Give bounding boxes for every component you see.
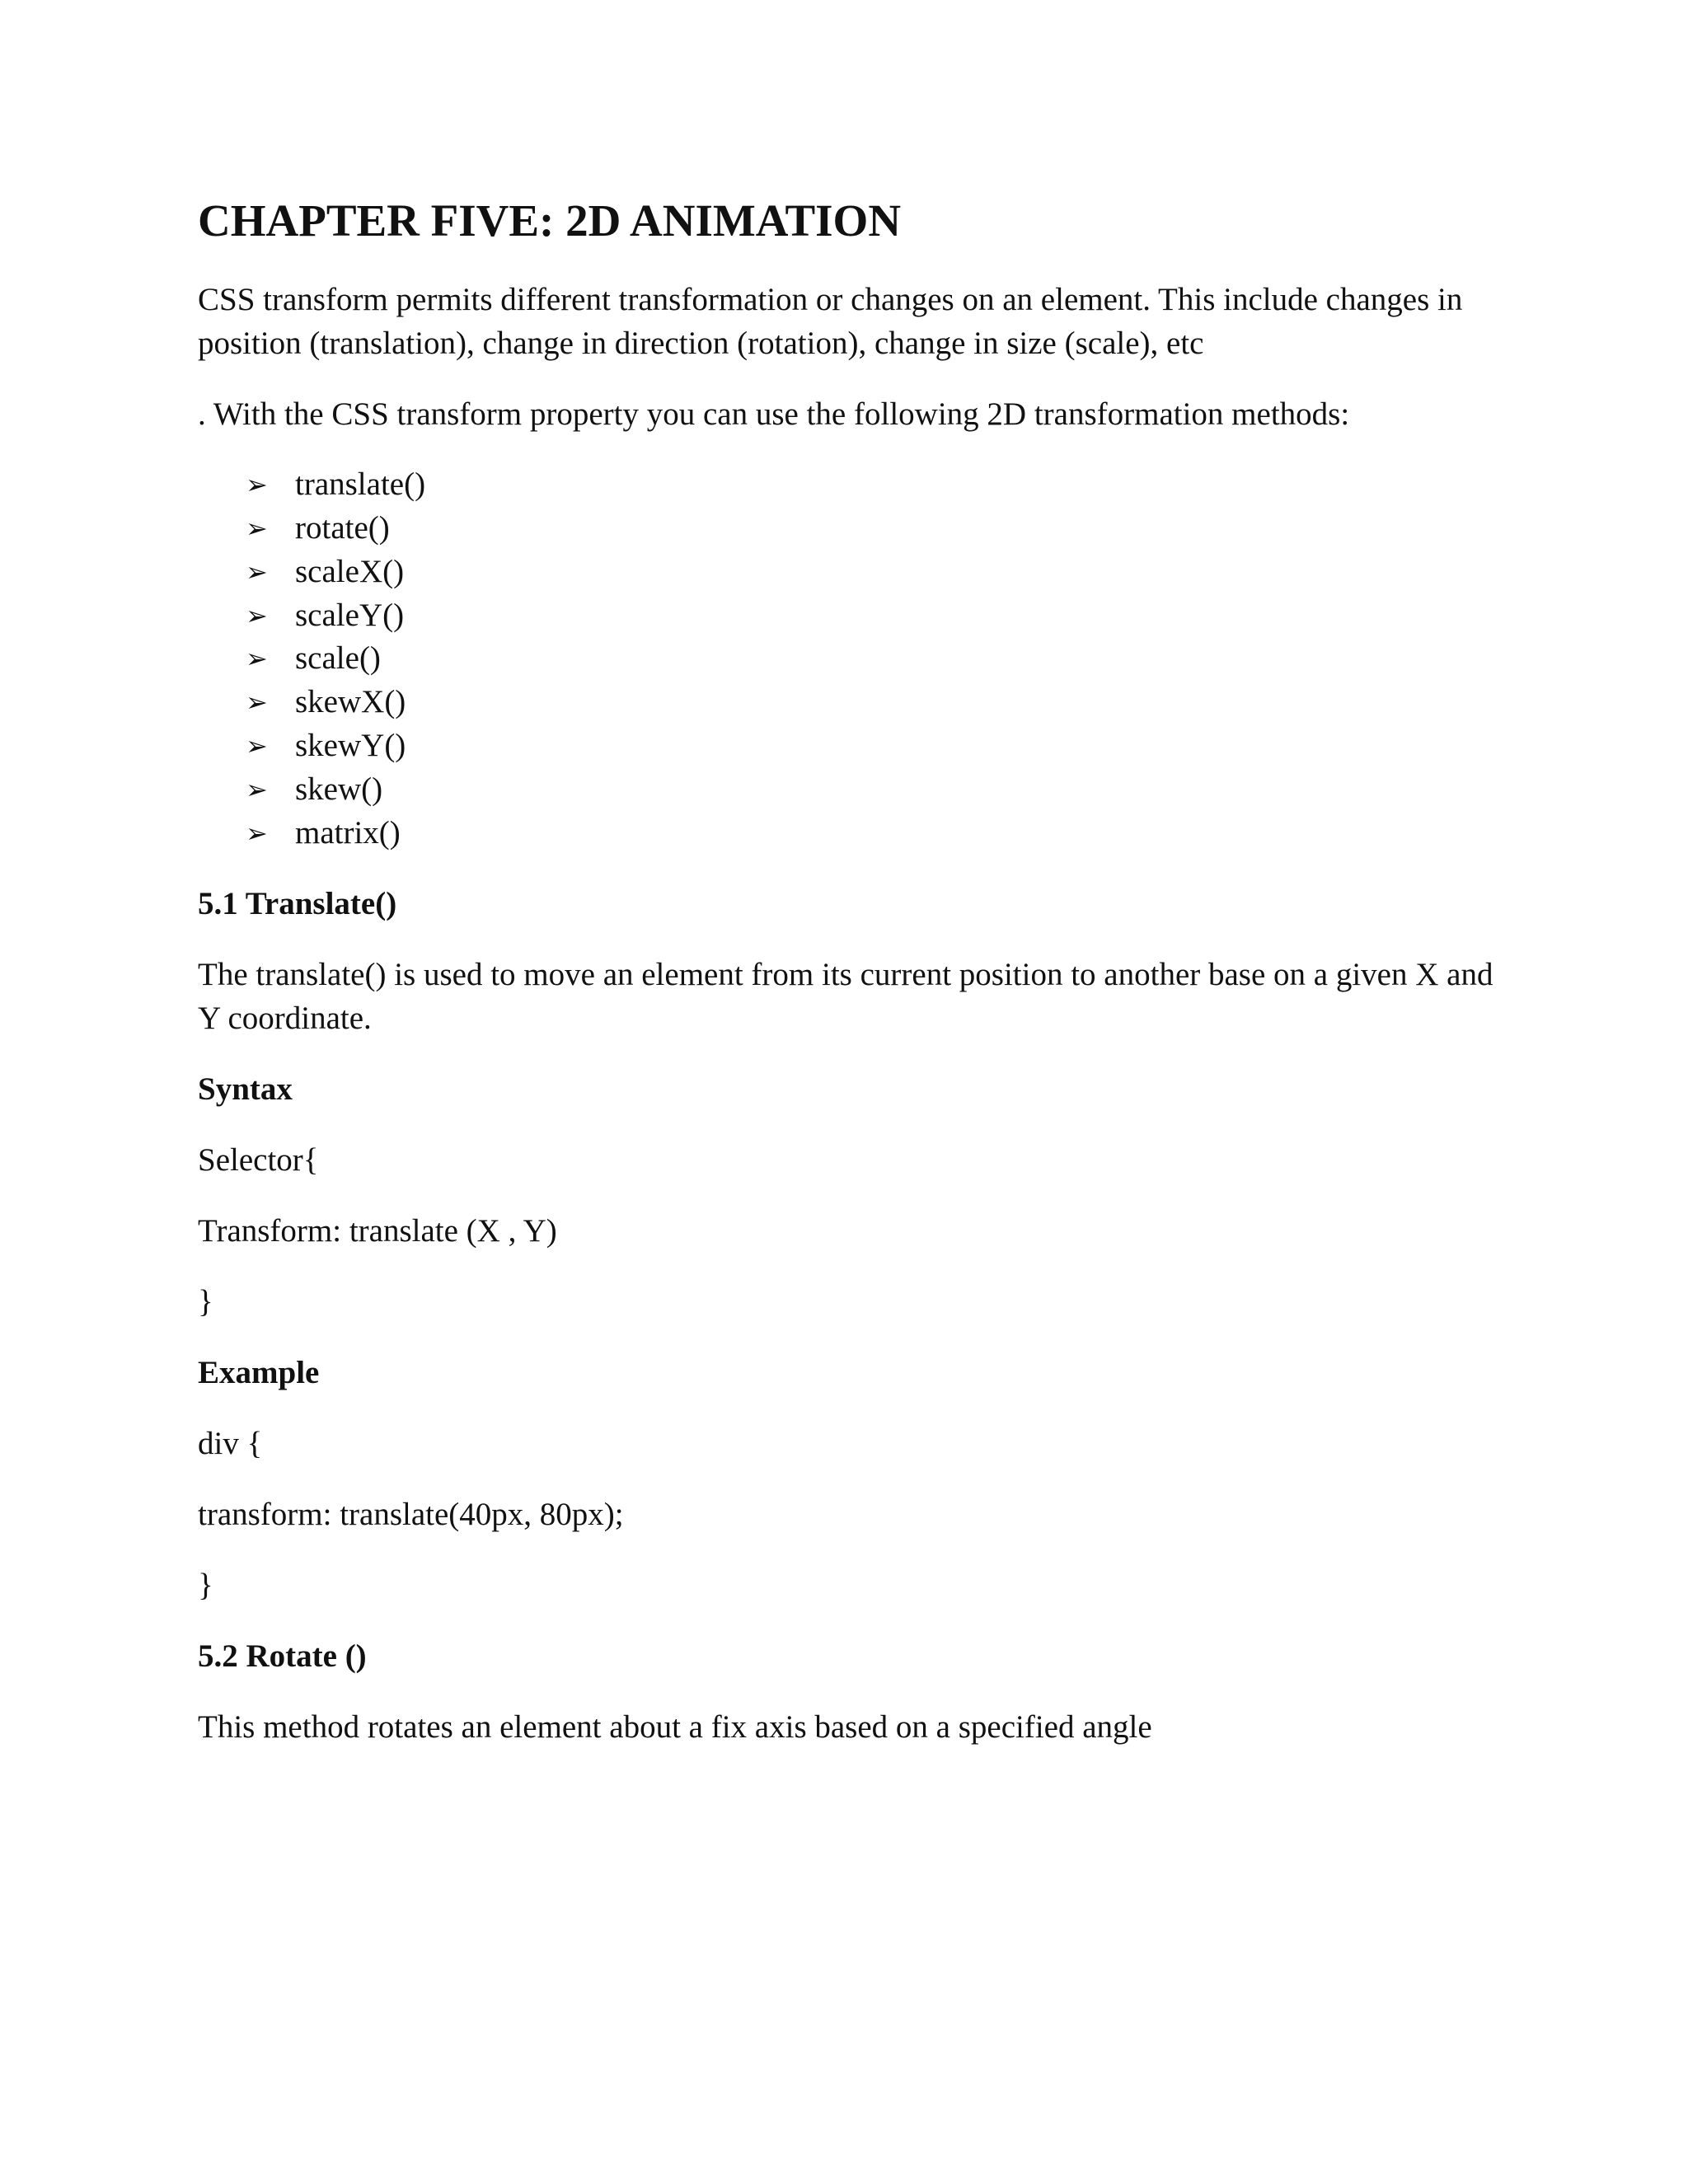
document-page: [198, 194, 1500, 1776]
list-item-text: translate(): [295, 466, 426, 503]
list-item-text: skewX(): [295, 684, 406, 720]
arrowhead-bullet-icon: ➢: [246, 599, 268, 631]
intro-paragraph: CSS transform permits different transformation or changes on an element. This include changes in position (translation), change in direction (rotation), change in size (scale), etc: [198, 282, 1463, 362]
translate-description: The translate() is used to move an element from its current position to another base on a given X and Y coordinate.: [198, 957, 1493, 1037]
list-item-text: matrix(): [295, 814, 401, 851]
arrowhead-bullet-icon: ➢: [246, 817, 268, 849]
list-item-text: scaleX(): [295, 553, 405, 589]
example-line: }: [198, 1568, 213, 1604]
list-item: [246, 507, 1500, 551]
section-heading-rotate: 5.2 Rotate (): [198, 1638, 367, 1675]
list-item-text: skew(): [295, 771, 383, 807]
methods-list: [198, 463, 1500, 855]
list-item: [246, 681, 1500, 724]
syntax-line: Transform: translate (X , Y): [198, 1213, 557, 1249]
list-item-text: rotate(): [295, 510, 390, 546]
arrowhead-bullet-icon: ➢: [246, 773, 268, 805]
arrowhead-bullet-icon: ➢: [246, 643, 268, 675]
list-item-text: scaleY(): [295, 597, 405, 633]
chapter-title: CHAPTER FIVE: 2D ANIMATION: [198, 195, 902, 246]
list-item: [246, 724, 1500, 768]
list-item: [246, 768, 1500, 812]
list-item: [246, 594, 1500, 638]
list-item-text: scale(): [295, 640, 381, 677]
methods-intro-paragraph: . With the CSS transform property you can use the following 2D transformation methods:: [198, 396, 1350, 433]
list-item: [246, 463, 1500, 507]
arrowhead-bullet-icon: ➢: [246, 513, 268, 545]
arrowhead-bullet-icon: ➢: [246, 730, 268, 762]
arrowhead-bullet-icon: ➢: [246, 687, 268, 719]
list-item-text: skewY(): [295, 728, 406, 764]
list-item: [246, 812, 1500, 855]
rotate-description: This method rotates an element about a fix axis based on a specified angle: [198, 1709, 1152, 1746]
example-label: Example: [198, 1355, 320, 1391]
syntax-line: Selector{: [198, 1142, 319, 1179]
example-line: transform: translate(40px, 80px);: [198, 1497, 624, 1533]
syntax-line: }: [198, 1284, 213, 1320]
syntax-label: Syntax: [198, 1071, 293, 1108]
example-line: div {: [198, 1426, 263, 1462]
arrowhead-bullet-icon: ➢: [246, 469, 268, 501]
list-item: [246, 551, 1500, 594]
section-heading-translate: 5.1 Translate(): [198, 886, 397, 922]
list-item: [246, 637, 1500, 681]
arrowhead-bullet-icon: ➢: [246, 555, 268, 588]
